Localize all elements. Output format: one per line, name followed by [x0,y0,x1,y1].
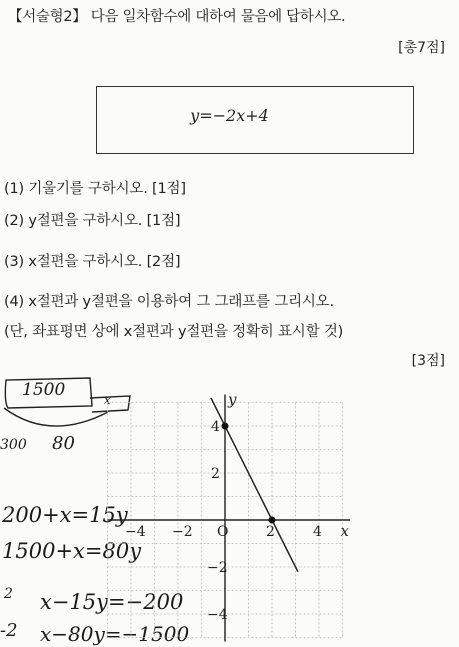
question-3: (3) x절편을 구하시오. [2점] [4,254,181,270]
x-tick-label: 4 [313,524,322,540]
hand-eq-4: x−80y=−1500 [40,622,190,646]
question-header: 【서술형2】 다음 일차함수에 대하여 물음에 답하시오. [8,9,346,25]
total-points: [총7점] [398,40,445,56]
coordinate-plane [100,370,350,647]
x-axis-label: x [340,522,349,540]
x-tick-label: O [217,524,229,540]
hand-eq-3: x−15y=−200 [40,590,184,614]
x-tick-label: −2 [172,524,193,540]
y-axis-label: y [228,390,237,409]
hand-box-number: 1500 [22,380,66,400]
y-intercept-point [222,423,229,430]
question-4-points: [3점] [411,353,445,369]
y-tick-label: −2 [207,560,228,576]
question-4: (4) x절편과 y절편을 이용하여 그 그래프를 그리시오. [4,294,334,310]
question-1: (1) 기울기를 구하시오. [1점] [4,181,186,197]
hand-eq-1: 200+x=15y [2,503,128,527]
y-tick-label: −4 [207,607,228,623]
y-tick-label: 2 [211,466,220,482]
x-tick-label: 2 [266,524,275,540]
hand-box-small: x [104,393,111,407]
hand-eq-2: 1500+x=80y [2,539,142,563]
equation: y=−2x+4 [190,106,269,125]
y-tick-label: 4 [211,419,220,435]
hand-mark-2: 2 [4,586,13,602]
x-tick-label: −4 [125,524,146,540]
question-4-note: (단, 좌표평면 상에 x절편과 y절편을 정확히 표시할 것) [4,324,344,340]
question-2: (2) y절편을 구하시오. [1점] [4,213,181,229]
hand-left-number: 300 [0,437,27,453]
hand-mark-3: -2 [0,620,18,641]
x-intercept-point [269,517,276,524]
hand-left-number2: 80 [52,433,75,454]
